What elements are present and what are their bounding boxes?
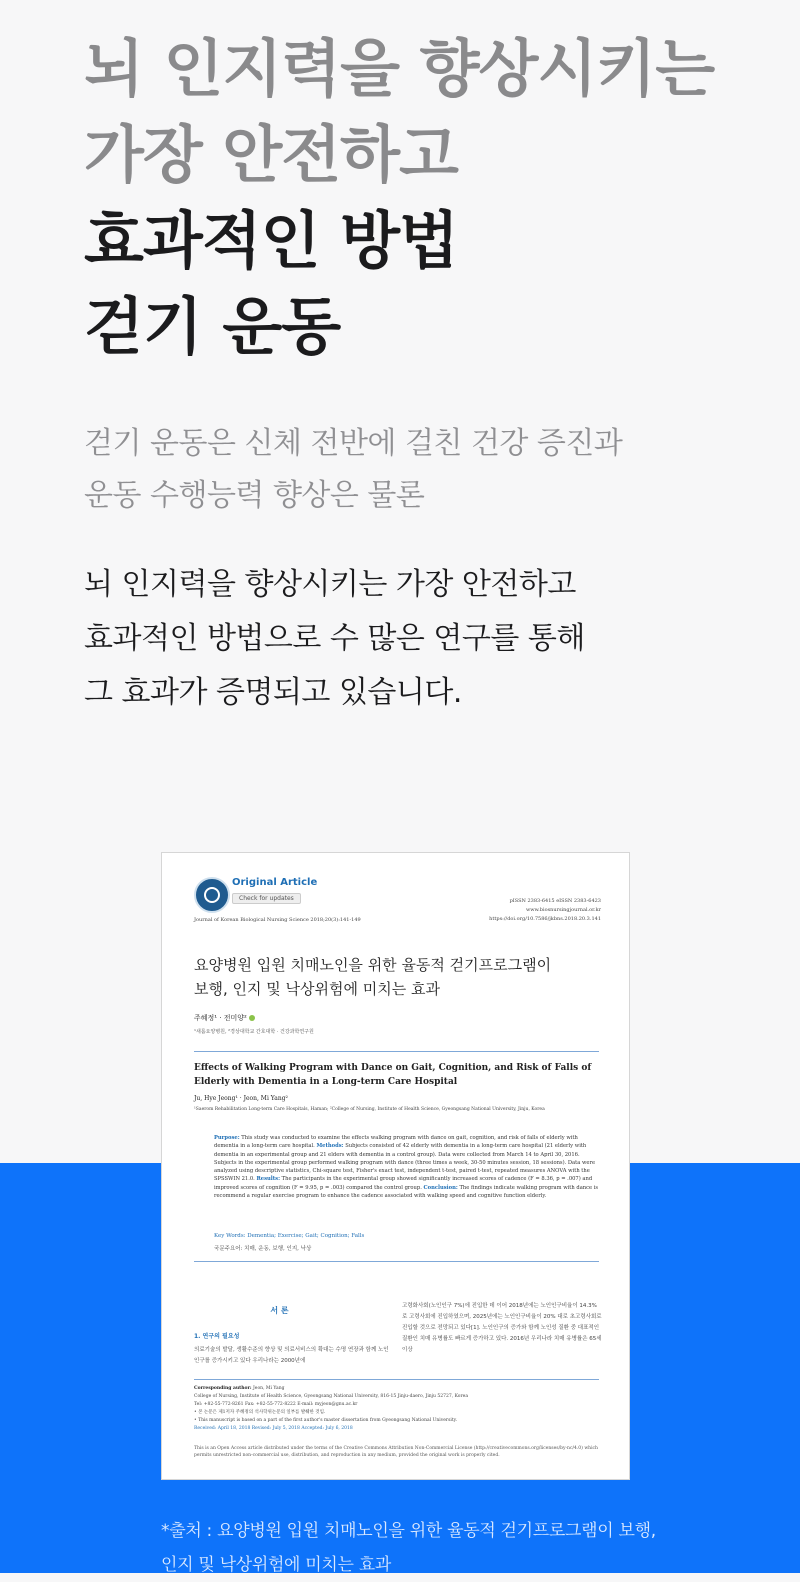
section-heading: 서 론	[270, 1306, 289, 1315]
corr-address: College of Nursing, Institute of Health Science, Gyeongsang National University, 816-15 Jinju-daero, Jinju 52727, Korea	[194, 1394, 469, 1399]
body-line-2: 효과적인 방법으로 수 많은 연구를 통해	[84, 621, 585, 656]
subtitle	[84, 418, 764, 522]
website: www.biosnursingjournal.or.kr	[525, 907, 601, 913]
article-type: Original Article	[232, 877, 318, 888]
corr-contact: Tel: +82-55-772-8261 Fax: +82-55-772-8222 E-mail: myjeon@gnu.ac.kr	[194, 1402, 358, 1407]
conclusion-label: Conclusion:	[423, 1184, 458, 1191]
journal-ref: Journal of Korean Biological Nursing Science 2018;20(3):141-149	[194, 917, 361, 923]
headline-line-1: 뇌 인지력을 향상시키는	[84, 32, 715, 105]
english-affiliation: ¹Saerom Rehabilitation Long-term Care Hospitals, Haman; ²College of Nursing, Institute of Health Science, Gyeongsang National University, Jinju, Korea	[194, 1107, 545, 1112]
keywords: Key Words: Dementia; Exercise; Gait; Cognition; Falls	[214, 1233, 365, 1239]
divider	[194, 1379, 599, 1380]
conclusion-text: The findings indicate walking program with dance is recommend a regular exercise program to enhance the cadence associated with walking speed and cognitive function elderly.	[214, 1184, 599, 1200]
orcid-icon	[249, 1015, 255, 1021]
results-label: Results:	[256, 1176, 280, 1183]
english-authors: Ju, Hye Jeong¹ · Jeon, Mi Yang²	[194, 1095, 288, 1102]
korean-title-line-2: 보행, 인지 및 낙상위험에 미치는 효과	[194, 980, 440, 998]
source-line-1: *출처 : 요양병원 입원 치매노인을 위한 율동적 걷기프로그램이 보행,	[161, 1521, 656, 1541]
headline-line-2: 가장 안전하고	[84, 118, 458, 191]
license: This is an Open Access article distributed under the terms of the Creative Commons Attribution Non-Commercial License (http://creativecommons.org/licenses/by-nc/4.0) which permits unrestricted non-commercial use, distribution, and reproduction in any medium, provided the original work is properly cited.	[194, 1446, 598, 1458]
source-line-2: 인지 및 낙상위험에 미치는 효과	[161, 1555, 392, 1575]
doi: https://doi.org/10.7586/jkbns.2018.20.3.141	[489, 916, 601, 922]
headline-line-3: 효과적인 방법	[84, 204, 458, 277]
methods-label: Methods:	[316, 1143, 344, 1150]
subtitle-line-2: 운동 수행능력 향상은 물론	[84, 478, 425, 513]
purpose-text: This study was conducted to examine the effects walking program with dance on gait, cognition, and risk of falls of elderly with dementia in a long-term care hospital.	[214, 1135, 578, 1150]
dates: Received: April 18, 2018 Revised: July 5, 2018 Accepted: July 6, 2018	[194, 1426, 353, 1431]
korean-affiliation: ¹새롬요양병원, ²경상대학교 간호대학 · 건강과학연구원	[194, 1029, 314, 1035]
journal-logo-icon	[194, 877, 230, 913]
english-title: Effects of Walking Program with Dance on Gait, Cognition, and Risk of Falls of Elderly with Dementia in a Long-term Care Hospital	[194, 1063, 592, 1087]
note-2: • This manuscript is based on a part of the first author's master dissertation from Gyeongsang National University.	[194, 1418, 458, 1423]
note-1: • 본 논문은 제1저자 주혜정의 석사학위논문의 일부를 발췌한 것임.	[194, 1410, 326, 1415]
body-column-right: 고령화사회(노인인구 7%)에 진입한 데 이어 2018년에는 노인인구비율이 14.3%로 고령사회에 진입하였으며, 2025년에는 노인인구비율이 20% 대로 초고령사회로 진입할 것으로 전망되고 있다[1]. 노인인구의 증가와 함께 노인성 질환 중 대표적인 질환인 치매 유병률도 빠르게 증가하고 있다. 2016년 우리나라 치매 유병률은 65세 이상	[402, 1303, 602, 1353]
corr-name: Jeon, Mi Yang	[251, 1386, 285, 1391]
purpose-label: Purpose:	[214, 1135, 240, 1141]
subsection-heading: 1. 연구의 필요성	[194, 1333, 240, 1340]
korean-authors-text: 주혜정¹ · 전미양²	[194, 1014, 247, 1022]
keywords-korean: 국문주요어: 치매, 운동, 보행, 인지, 낙상	[214, 1246, 312, 1252]
methods-text: Subjects consisted of 42 elderly with dementia in a long-term care hospital (21 elderly with dementia in an experimental group and 21 elders with dementia in a control group). Data were collected from March 14 to April 30, 2016. Subjects in the experimental group performed walking program with dance (three times a week, 30-50 minutes session, 18 sessions). Data were analyzed using descriptive statistics, Chi-square test, Fisher's exact test, independent t-test, paired t-test, repeated measures ANOVA with the SPSSWIN 21.0.	[214, 1143, 596, 1183]
source-caption	[161, 1514, 781, 1582]
headline	[84, 26, 764, 370]
korean-title	[194, 953, 594, 1001]
korean-authors	[194, 1013, 255, 1023]
body-text	[84, 558, 764, 720]
correspondence	[194, 1385, 599, 1433]
headline-line-4: 걷기 운동	[84, 290, 341, 363]
divider	[194, 1261, 599, 1262]
abstract	[214, 1134, 599, 1200]
results-text: The participants in the experimental group showed significantly increased scores of cadence (F = 8.36, p = .007) and improved scores of cognition (F = 9.95, p = .003) compared the control group.	[214, 1176, 593, 1191]
divider	[194, 1051, 599, 1052]
body-column-left: 의료기술의 발달, 생활수준의 향상 및 의료서비스의 확대는 수명 연장과 함께 노인인구를 증가시키고 있다 우리나라는 2000년에	[194, 1347, 389, 1364]
body-line-3: 그 효과가 증명되고 있습니다.	[84, 675, 462, 710]
paper-ids	[489, 897, 601, 924]
korean-title-line-1: 요양병원 입원 치매노인을 위한 율동적 걷기프로그램이	[194, 956, 552, 974]
issn: pISSN 2383-6415 eISSN 2383-6423	[509, 898, 601, 904]
subtitle-line-1: 걷기 운동은 신체 전반에 걸친 건강 증진과	[84, 426, 623, 461]
paper-image	[161, 852, 630, 1480]
corr-label: Corresponding author:	[194, 1386, 252, 1391]
body-line-1: 뇌 인지력을 향상시키는 가장 안전하고	[84, 567, 576, 602]
check-updates-button: Check for updates	[232, 893, 301, 904]
